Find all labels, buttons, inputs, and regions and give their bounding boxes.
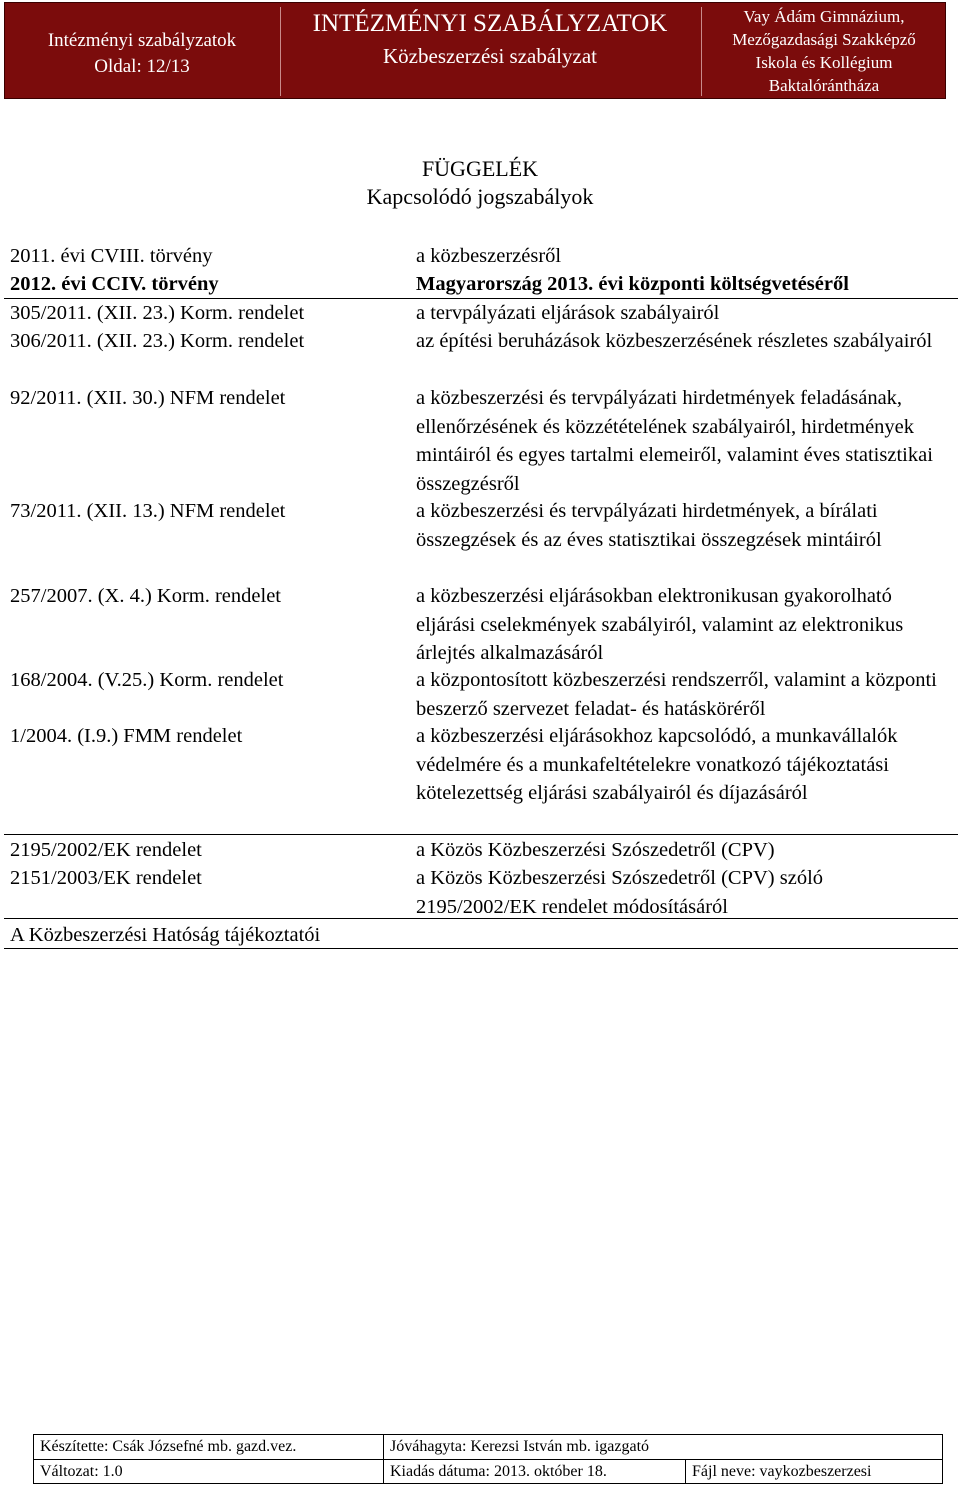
regulation-id: 306/2011. (XII. 23.) Korm. rendelet: [10, 330, 305, 352]
header-subtitle: Közbeszerzési szabályzat: [383, 43, 597, 68]
regulation-description: Magyarország 2013. évi központi költségvetéséről: [416, 273, 849, 295]
regulation-description: az építési beruházások közbeszerzésének részletes szabályairól: [416, 330, 933, 352]
footer-issue-date: Kiadás dátuma: 2013. október 18.: [390, 1463, 607, 1480]
regulation-id: 2012. évi CCIV. törvény: [10, 273, 219, 295]
regulation-description: a közbeszerzési és tervpályázati hirdetmények, a bírálati összegzések és az éves statisztikai összegzések mintáiról: [416, 500, 882, 551]
header-doc-category: Intézményi szabályzatok: [47, 29, 237, 51]
regulation-id: 2195/2002/EK rendelet: [10, 839, 202, 861]
authority-note: A Közbeszerzési Hatóság tájékoztatói: [10, 924, 321, 946]
regulation-description: a Közös Közbeszerzési Szószedetről (CPV) szóló 2195/2002/EK rendelet módosításáról: [416, 867, 824, 918]
header-title: INTÉZMÉNYI SZABÁLYZATOK: [312, 9, 668, 37]
header-school-line: Mezőgazdasági Szakképző: [732, 29, 916, 49]
document-header: [4, 2, 946, 99]
regulation-description: a közbeszerzési eljárásokhoz kapcsolódó, a munkavállalók védelmére és a munkafeltételekre vonatkozó tájékoztatási kötelezettség eljárási szabályairól és díjazásáról: [416, 725, 898, 804]
footer-divider: [383, 1435, 384, 1483]
header-school-line: Vay Ádám Gimnázium,: [743, 6, 905, 26]
appendix-heading: [0, 155, 960, 211]
regulation-id: 305/2011. (XII. 23.) Korm. rendelet: [10, 302, 305, 324]
regulation-id: 168/2004. (V.25.) Korm. rendelet: [10, 669, 284, 691]
header-title-cell: [281, 3, 699, 98]
regulation-id: 2011. évi CVIII. törvény: [10, 245, 213, 267]
regulation-id: 257/2007. (X. 4.) Korm. rendelet: [10, 585, 281, 607]
footer-approved-by: Jóváhagyta: Kerezsi István mb. igazgató: [390, 1438, 650, 1455]
regulation-id: 2151/2003/EK rendelet: [10, 867, 202, 889]
footer-version: Változat: 1.0: [40, 1463, 123, 1480]
regulation-description: a tervpályázati eljárások szabályairól: [416, 302, 720, 324]
header-left-cell: [5, 3, 279, 98]
header-divider: [701, 7, 702, 96]
header-school-line: Baktalórántháza: [768, 75, 880, 95]
appendix-title: FÜGGELÉK: [421, 156, 539, 181]
regulation-id: 92/2011. (XII. 30.) NFM rendelet: [10, 387, 286, 409]
header-school-line: Iskola és Kollégium: [755, 52, 893, 72]
appendix-subtitle: Kapcsolódó jogszabályok: [366, 184, 594, 209]
regulation-id: 1/2004. (I.9.) FMM rendelet: [10, 725, 243, 747]
header-page-number: Oldal: 12/13: [94, 55, 190, 77]
regulation-description: a közbeszerzési eljárásokban elektronikusan gyakorolható eljárási cselekmények szabályiról, valamint az elektronikus árlejtés alkalmazásáról: [416, 585, 904, 664]
table-divider: [4, 948, 958, 949]
footer-divider: [34, 1459, 942, 1460]
table-divider: [4, 834, 958, 835]
footer-file-name: Fájl neve: vaykozbeszerzesi: [692, 1463, 872, 1480]
header-school-cell: [703, 3, 945, 98]
regulation-description: a központosított közbeszerzési rendszerről, valamint a központi beszerző szervezet feladat- és hatásköréről: [416, 669, 937, 720]
document-footer: [33, 1434, 943, 1484]
regulation-description: a Közös Közbeszerzési Szószedetről (CPV): [416, 839, 775, 861]
regulation-description: a közbeszerzésről: [416, 245, 562, 267]
regulation-description: a közbeszerzési és tervpályázati hirdetmények feladásának, ellenőrzésének és közzétételének szabályairól, hirdetmények mintáiról és egyes tartalmi elemeiről, valamint éves statisztikai összegzésről: [416, 387, 933, 495]
regulation-id: 73/2011. (XII. 13.) NFM rendelet: [10, 500, 286, 522]
table-divider: [4, 918, 958, 919]
footer-divider: [685, 1459, 686, 1483]
footer-prepared-by: Készítette: Csák Józsefné mb. gazd.vez.: [40, 1438, 297, 1455]
